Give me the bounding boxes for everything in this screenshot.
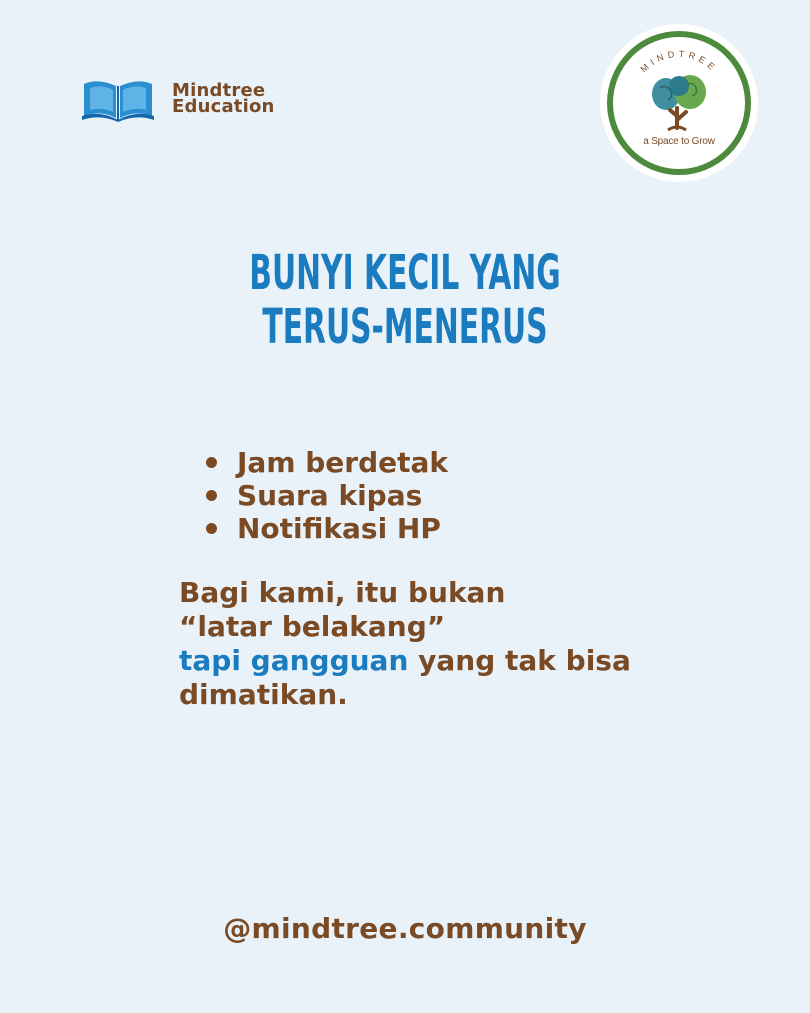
mindtree-logo <box>600 24 758 182</box>
brand-header <box>80 76 275 122</box>
paragraph-line3 <box>179 644 739 678</box>
headline-line1: BUNYI KECIL YANG <box>249 245 561 301</box>
paragraph-line1: Bagi kami, itu bukan <box>179 576 506 609</box>
brand-name-line1: Mindtree <box>172 80 266 101</box>
paragraph-line3-rest: yang tak bisa <box>408 644 631 677</box>
bullet-dot <box>206 457 217 468</box>
logo-arc-text: MINDTREE <box>638 48 720 75</box>
brain-tree-icon <box>600 24 758 182</box>
open-book-icon <box>80 76 156 122</box>
highlight-text: tapi gangguan <box>179 644 409 677</box>
brand-name <box>172 80 275 117</box>
bullet-list <box>206 446 448 545</box>
headline <box>154 246 656 354</box>
paragraph-line4: dimatikan. <box>179 678 348 711</box>
body-paragraph <box>179 576 739 712</box>
list-item <box>206 512 448 545</box>
headline-line2: TERUS-MENERUS <box>262 299 548 355</box>
logo-tagline: a Space to Grow <box>643 136 715 147</box>
bullet-text: Notifikasi HP <box>237 512 441 545</box>
list-item <box>206 446 448 479</box>
brand-name-line2: Education <box>172 96 275 117</box>
bullet-text: Suara kipas <box>237 479 423 512</box>
bullet-dot <box>206 523 217 534</box>
paragraph-line2: “latar belakang” <box>179 610 446 643</box>
social-handle: @mindtree.community <box>223 912 587 945</box>
list-item <box>206 479 448 512</box>
svg-text:MINDTREE <box>639 49 720 75</box>
bullet-dot <box>206 490 217 501</box>
bullet-text: Jam berdetak <box>237 446 449 479</box>
